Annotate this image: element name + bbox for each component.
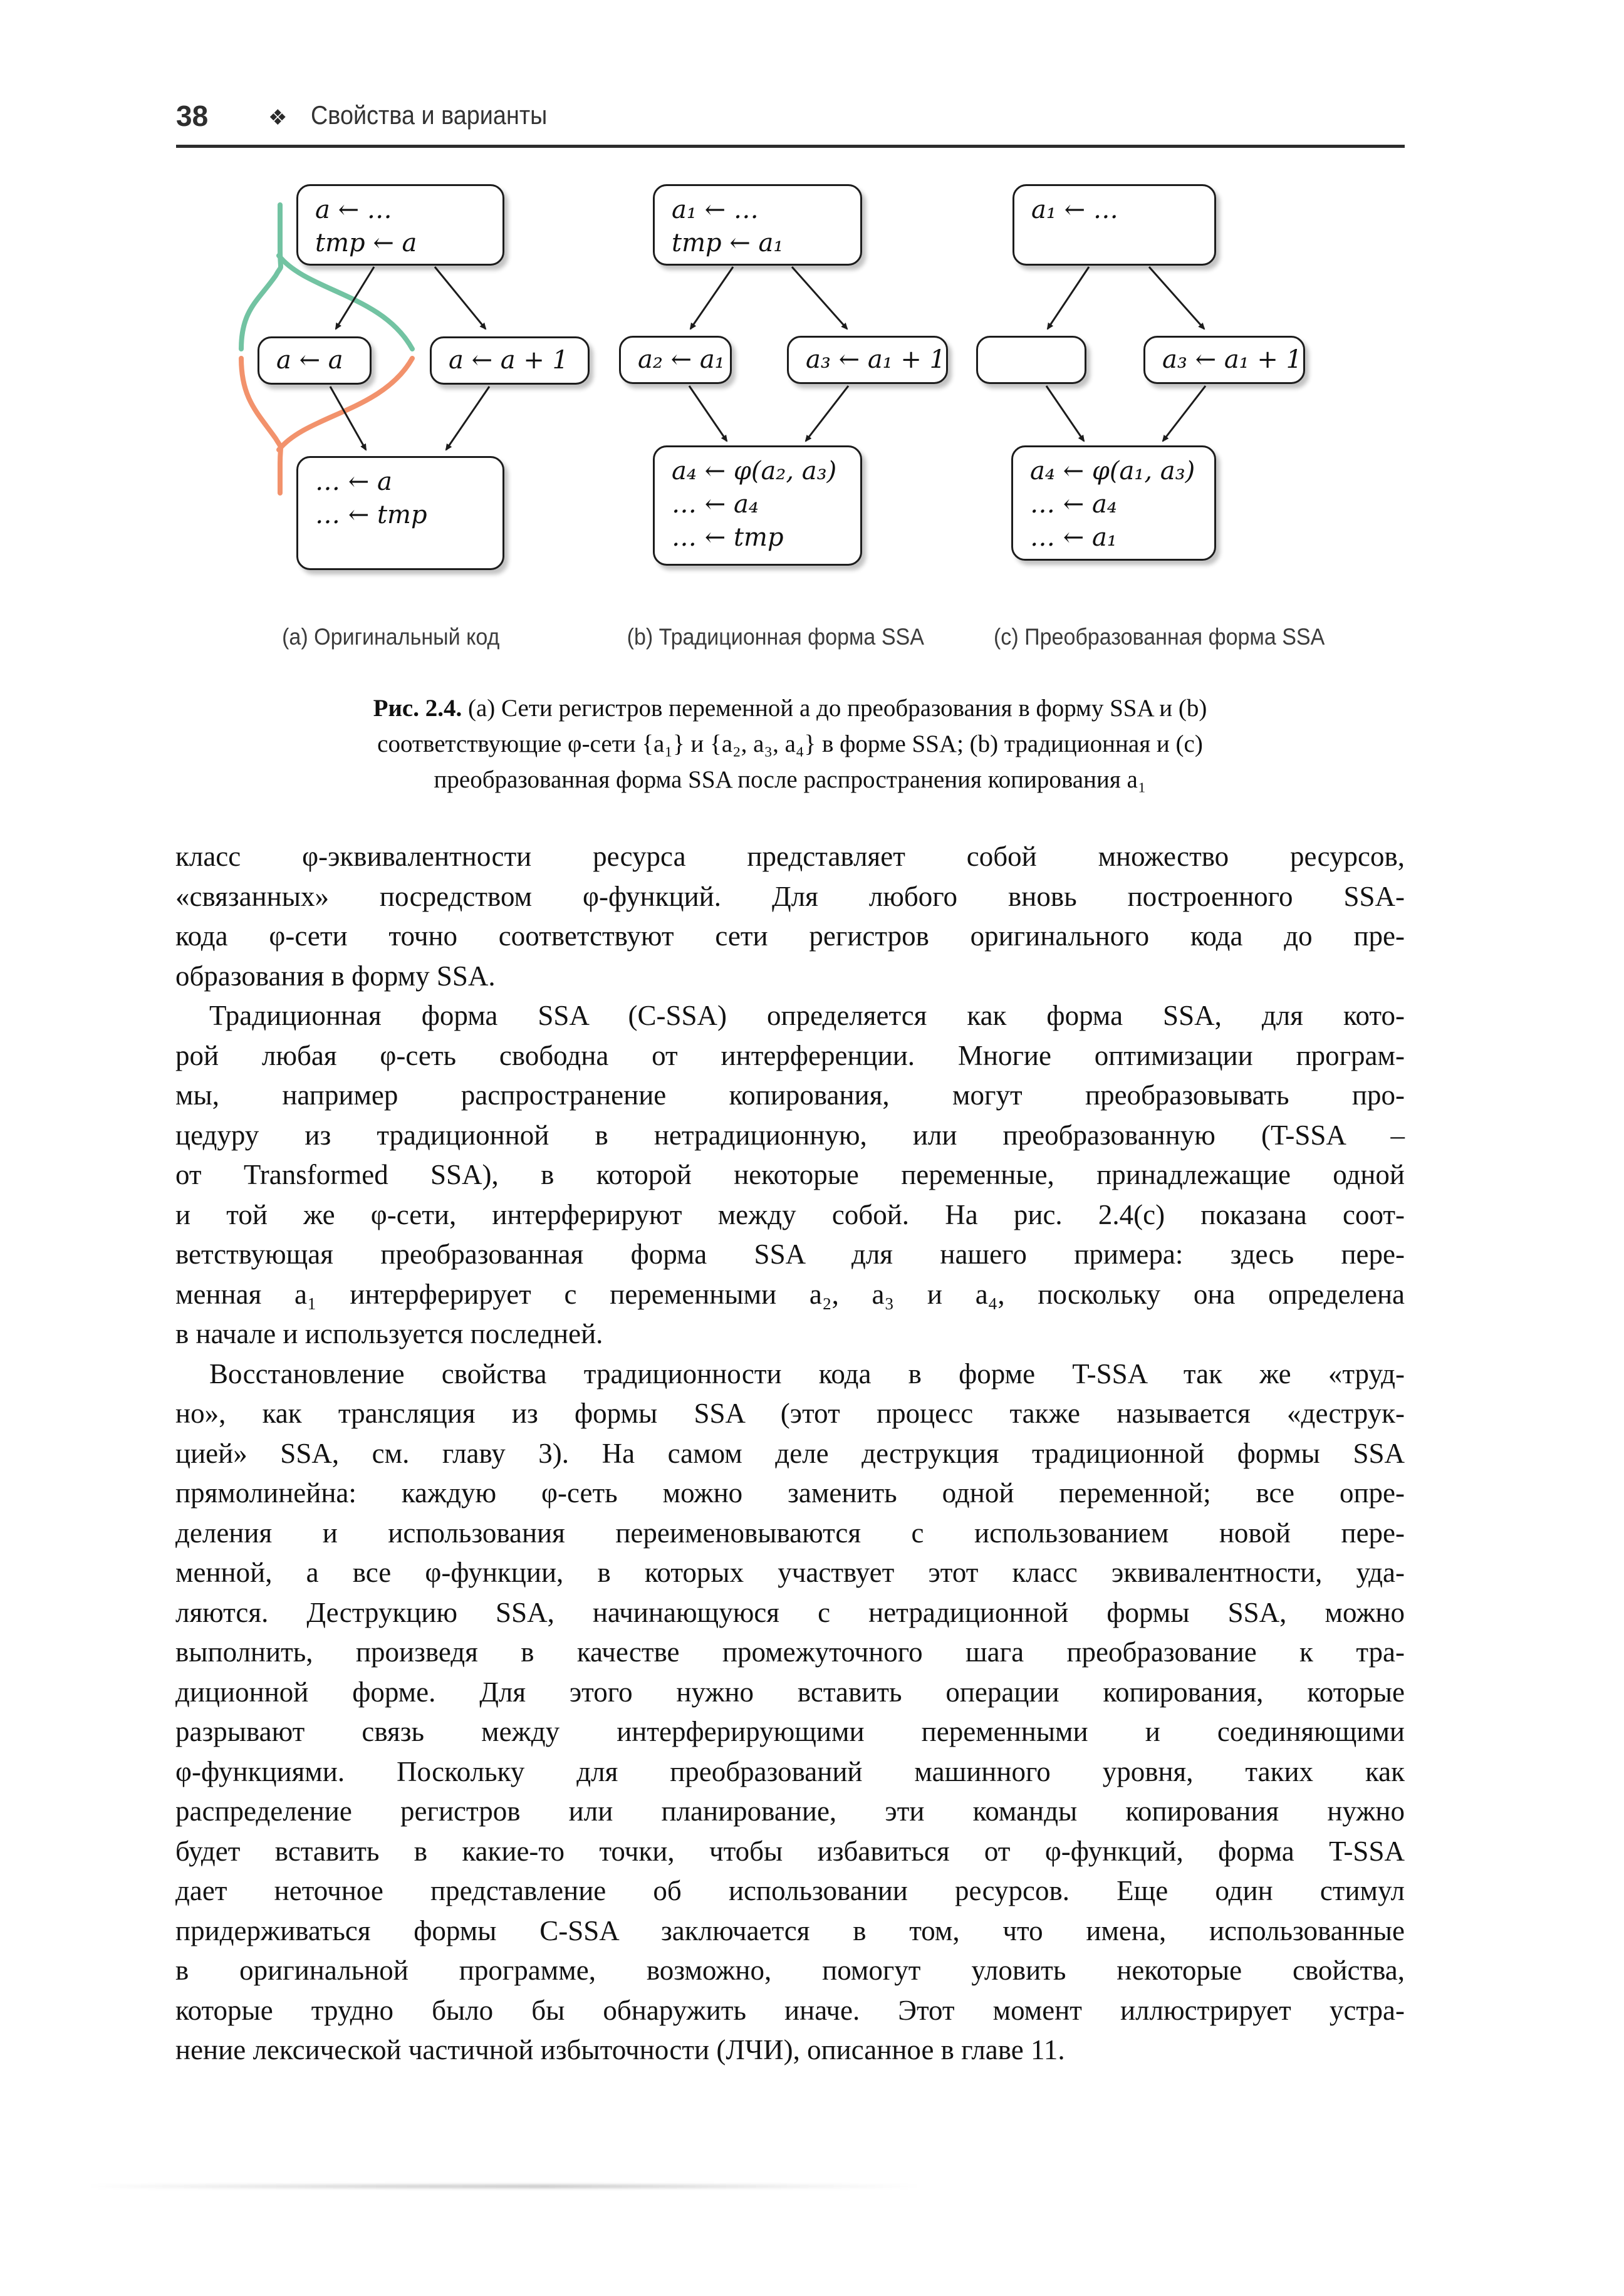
running-title [311, 100, 573, 130]
figure-caption-line1: (a) Сети регистров переменной a до преобразования в форму SSA и (b) [462, 695, 1207, 722]
diagram-a-bottom-node [296, 456, 504, 570]
diagram-c-right-node [1143, 336, 1305, 384]
code-line: … ← tmp [315, 501, 427, 529]
text-line: φ-функциями. Поскольку для преобразований машинного уровня, таких как [175, 1755, 1405, 1787]
text-line: но», как трансляция из формы SSA (этот процесс также называется «деструк- [175, 1398, 1405, 1429]
text-line: деления и использования переименовываются с использованием новой пере- [175, 1517, 1405, 1549]
text-line: и той же φ-сети, интерферируют между собой. На рис. 2.4(c) показана соот- [175, 1198, 1405, 1230]
code-line: … ← a [315, 467, 392, 496]
figure-caption [175, 690, 1405, 797]
text-line: выполнить, произведя в качестве промежуточного шага преобразование к тра- [175, 1636, 1405, 1668]
edge-c-right-bottom [1163, 386, 1205, 441]
code-line: … ← a₄ [1030, 490, 1117, 519]
text-line: дает неточное представление об использовании ресурсов. Еще один стимул [175, 1875, 1405, 1906]
code-line: a₃ ← a₁ + 1 [806, 345, 946, 374]
diagram-c-bottom-node [1011, 445, 1216, 561]
text-line: будет вставить в какие-то точки, чтобы избавиться от φ-функций, форма T-SSA [175, 1835, 1405, 1867]
diagram-a-left-node [258, 336, 372, 385]
page-number: 38 [176, 100, 209, 132]
text-line: разрывают связь между интерферирующими переменными и соединяющими [175, 1716, 1405, 1747]
code-line: a ← … [315, 195, 392, 224]
text-line: Традиционная форма SSA (C-SSA) определяется как форма SSA, для кото- [209, 1000, 1405, 1031]
edge-b-left-bottom [689, 386, 727, 441]
code-line: a₁ ← … [1031, 195, 1118, 224]
text-line: придерживаться формы C-SSA заключается в том, что имена, использованные [175, 1914, 1405, 1946]
text-line: Восстановление свойства традиционности кода в форме T-SSA так же «труд- [209, 1358, 1405, 1390]
edge-c-left-bottom [1046, 386, 1084, 441]
text-line: в оригинальной программе, возможно, помогут уловить некоторые свойства, [175, 1955, 1405, 1986]
edge-a-left-bottom [330, 387, 366, 450]
edge-b-top-left [690, 267, 733, 329]
text-line: класс φ-эквивалентности ресурса представляет собой множество ресурсов, [175, 841, 1405, 872]
text-line: ляются. Деструкцию SSA, начинающуюся с нетрадиционной формы SSA, можно [175, 1596, 1405, 1628]
edge-a-right-bottom [446, 387, 489, 450]
figure-caption-label: Рис. 2.4. [373, 695, 462, 722]
code-line: tmp ← a₁ [672, 229, 784, 257]
text-line: «связанных» посредством φ-функций. Для любого вновь построенного SSA- [175, 880, 1405, 912]
subcaption-a-text: (a) Оригинальный код [282, 624, 500, 650]
diagram-b-right-node [787, 336, 948, 384]
text-line: диционной форме. Для этого нужно вставить операции копирования, которые [175, 1676, 1405, 1708]
code-line: a₂ ← a₁ [638, 345, 725, 374]
text-line: рой любая φ-сеть свободна от интерференции. Многие оптимизации програм- [175, 1039, 1405, 1071]
scan-artifact-line [88, 2184, 921, 2188]
edge-b-top-right [792, 267, 847, 329]
diagram-a-top-node [296, 184, 504, 266]
text-line: менная a₁ интерферирует с переменными a₂, a₃ и a₄, поскольку она определена [175, 1278, 1405, 1310]
running-title-text: Свойства и варианты [311, 100, 548, 130]
code-line: a₄ ← φ(a₂, a₃) [672, 457, 837, 486]
subcaption-c-text: (c) Преобразованная форма SSA [993, 624, 1325, 650]
text-line: прямолинейна: каждую φ-сеть можно заменить одной переменной; все опре- [175, 1477, 1405, 1509]
edge-b-right-bottom [806, 386, 848, 441]
edge-a-top-right [435, 267, 486, 329]
subcaption-c [965, 623, 1353, 651]
text-line: ветствующая преобразованная форма SSA для нашего примера: здесь пере- [175, 1239, 1405, 1270]
edge-c-top-right [1149, 267, 1204, 329]
code-line: … ← a₁ [1030, 523, 1117, 552]
text-line: менной, а все φ-функции, в которых участвует этот класс эквивалентности, уда- [175, 1557, 1405, 1588]
figure-caption-line: соответствующие φ-сети {a₁} и {a₂, a₃, a₄} в форме SSA; (b) традиционная и (c) [377, 730, 1203, 757]
text-line: нение лексической частичной избыточности (ЛЧИ), описанное в главе 11. [175, 2034, 1065, 2065]
code-line: tmp ← a [315, 229, 417, 257]
diamond-ornament-icon: ❖ [268, 105, 288, 130]
code-line: … ← a₄ [672, 490, 759, 519]
body-text [175, 837, 1405, 2070]
subcaption-a [234, 623, 548, 651]
diagram-c-top-node [1012, 184, 1216, 266]
edge-a-top-left [336, 267, 374, 329]
text-line: в начале и используется последней. [175, 1318, 603, 1349]
text-line: кода φ-сети точно соответствуют сети регистров оригинального кода до пре- [175, 920, 1405, 952]
diagram-b-top-node [653, 184, 862, 266]
text-line: цедуру из традиционной в нетрадиционную, или преобразованную (T-SSA – [175, 1119, 1405, 1151]
subcaption-b-text: (b) Традиционная форма SSA [627, 624, 925, 650]
text-line: которые трудно было бы обнаружить иначе. Этот момент иллюстрирует устра- [175, 1994, 1405, 2026]
code-line: a ← a [276, 346, 343, 375]
diagram-c-left-node [976, 336, 1086, 384]
subcaption-b [600, 623, 951, 651]
code-line: a₄ ← φ(a₁, a₃) [1030, 457, 1195, 486]
text-line: цией» SSA, см. главу 3). На самом деле деструкция традиционной формы SSA [175, 1437, 1405, 1469]
code-line: … ← tmp [672, 523, 784, 552]
text-line: образования в форму SSA. [175, 960, 496, 992]
header-rule [176, 145, 1405, 148]
figure-caption-line: преобразованная форма SSA после распространения копирования a₁ [434, 766, 1147, 793]
text-line: мы, например распространение копирования, могут преобразовывать про- [175, 1079, 1405, 1111]
text-line: от Transformed SSA), в которой некоторые переменные, принадлежащие одной [175, 1159, 1405, 1190]
edge-c-top-left [1048, 267, 1089, 329]
code-line: a ← a + 1 [449, 346, 569, 375]
text-line: распределение регистров или планирование, эти команды копирования нужно [175, 1795, 1405, 1827]
diagram-b-left-node [619, 336, 732, 384]
figure-caption-line [175, 690, 1405, 726]
diagram-b-bottom-node [653, 445, 862, 566]
diagram-a-right-node [430, 336, 590, 385]
code-line: a₁ ← … [672, 195, 759, 224]
code-line: a₃ ← a₁ + 1 [1162, 345, 1303, 374]
